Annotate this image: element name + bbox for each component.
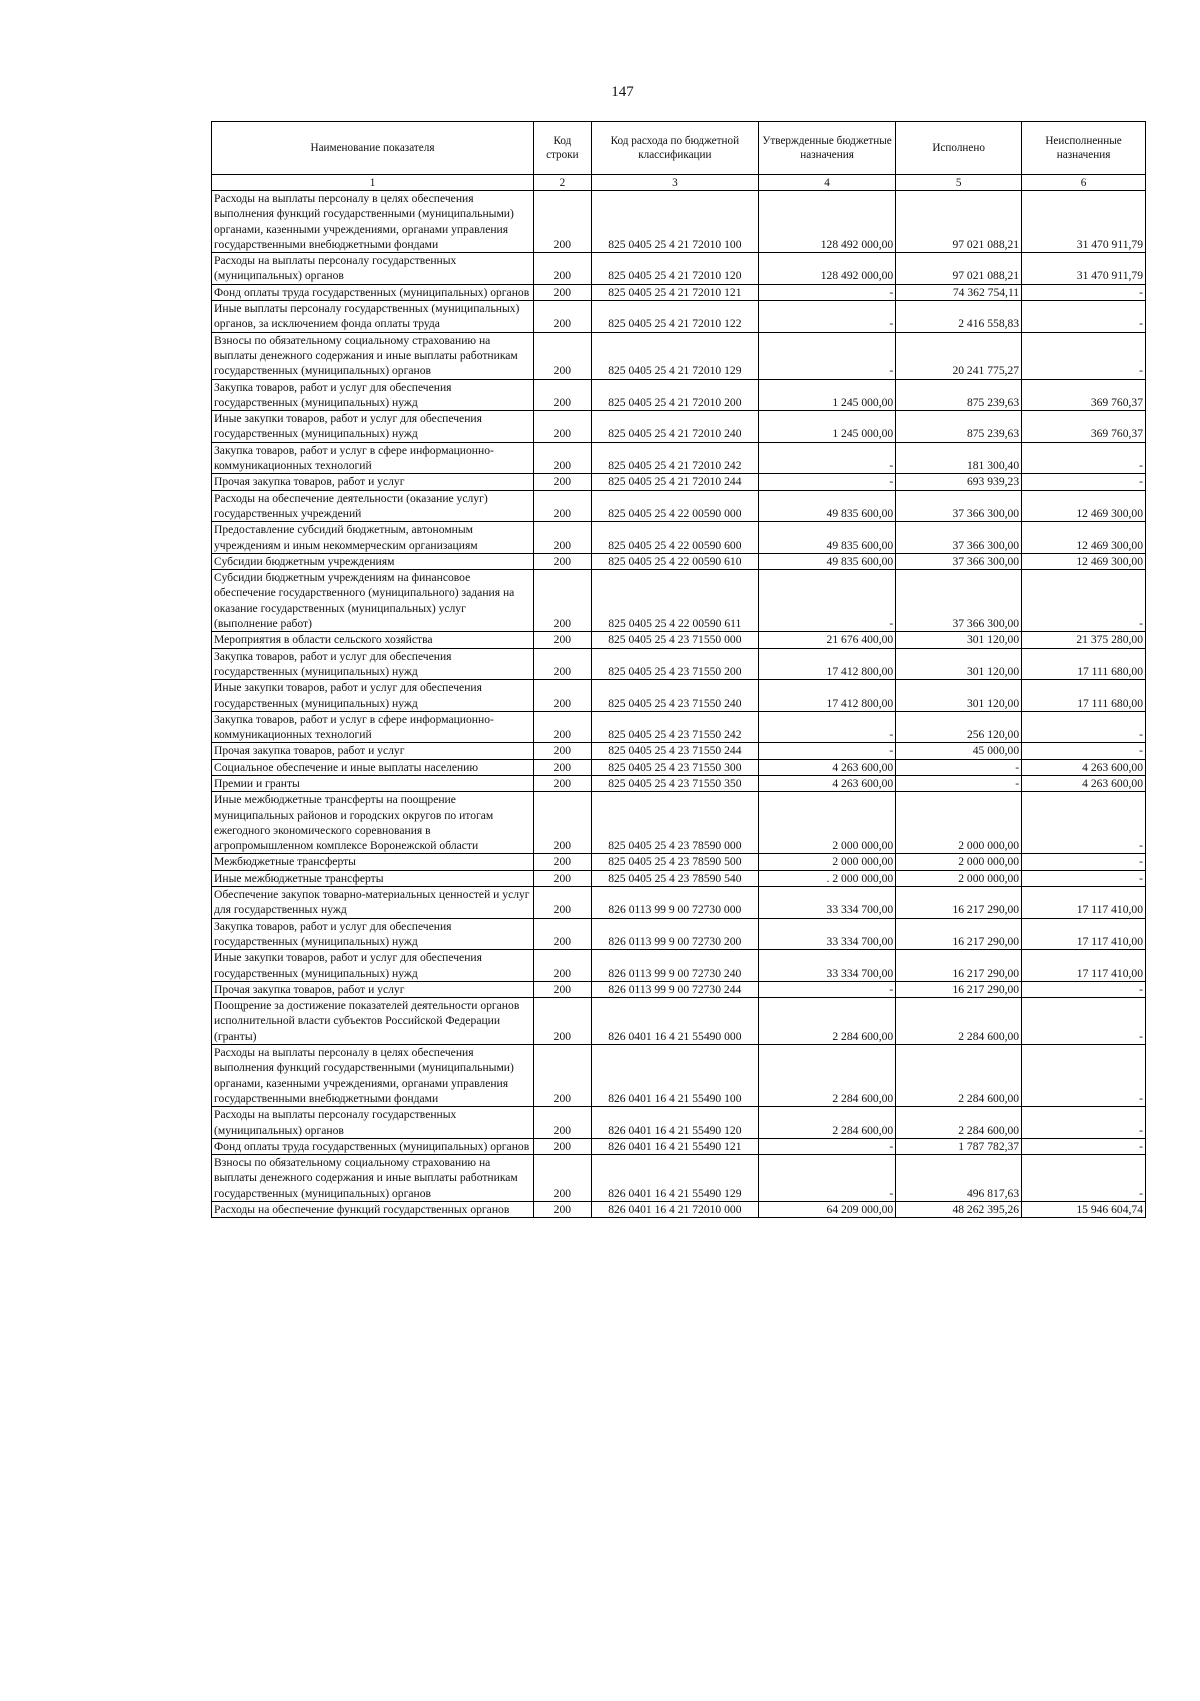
row-executed: 16 217 290,00: [896, 918, 1022, 950]
column-number: 4: [758, 175, 895, 191]
row-unexecuted: 12 469 300,00: [1022, 490, 1146, 522]
row-name: Иные закупки товаров, работ и услуг для обеспечения государственных (муниципальных) нужд: [212, 950, 534, 982]
row-name: Расходы на обеспечение функций государственных органов: [212, 1202, 534, 1218]
table-row: [212, 332, 1146, 379]
row-code: 200: [533, 792, 591, 854]
table-row: [212, 191, 1146, 253]
row-executed: 2 284 600,00: [896, 1107, 1022, 1139]
row-classification: 825 0405 25 4 21 72010 200: [591, 379, 758, 411]
row-unexecuted: -: [1022, 981, 1146, 997]
row-code: 200: [533, 474, 591, 490]
row-approved: 33 334 700,00: [758, 950, 895, 982]
row-unexecuted: -: [1022, 792, 1146, 854]
row-code: 200: [533, 332, 591, 379]
row-executed: 875 239,63: [896, 411, 1022, 443]
row-executed: 1 787 782,37: [896, 1138, 1022, 1154]
row-name: Фонд оплаты труда государственных (муниципальных) органов: [212, 284, 534, 300]
row-name: Закупка товаров, работ и услуг для обеспечения государственных (муниципальных) нужд: [212, 379, 534, 411]
row-executed: 301 120,00: [896, 648, 1022, 680]
column-header: Код расхода по бюджетной классификации: [591, 122, 758, 175]
row-classification: 825 0405 25 4 23 71550 244: [591, 743, 758, 759]
row-code: 200: [533, 775, 591, 791]
row-code: 200: [533, 759, 591, 775]
row-name: Прочая закупка товаров, работ и услуг: [212, 981, 534, 997]
row-unexecuted: -: [1022, 570, 1146, 632]
row-approved: -: [758, 743, 895, 759]
table-row: [212, 570, 1146, 632]
row-executed: 97 021 088,21: [896, 191, 1022, 253]
row-approved: 33 334 700,00: [758, 918, 895, 950]
row-unexecuted: -: [1022, 442, 1146, 474]
row-name: Субсидии бюджетным учреждениям: [212, 553, 534, 569]
row-code: 200: [533, 743, 591, 759]
row-name: Взносы по обязательному социальному страхованию на выплаты денежного содержания и иные выплаты работникам государственных (муниципальных) органов: [212, 1155, 534, 1202]
column-number: 3: [591, 175, 758, 191]
row-name: Прочая закупка товаров, работ и услуг: [212, 474, 534, 490]
row-code: 200: [533, 680, 591, 712]
row-approved: 49 835 600,00: [758, 522, 895, 554]
row-name: Взносы по обязательному социальному страхованию на выплаты денежного содержания и иные выплаты работникам государственных (муниципальных) органов: [212, 332, 534, 379]
table-row: [212, 1155, 1146, 1202]
row-executed: 20 241 775,27: [896, 332, 1022, 379]
row-approved: 49 835 600,00: [758, 490, 895, 522]
row-name: Обеспечение закупок товарно-материальных ценностей и услуг для государственных нужд: [212, 887, 534, 919]
row-approved: 64 209 000,00: [758, 1202, 895, 1218]
column-number: 1: [212, 175, 534, 191]
row-executed: 2 000 000,00: [896, 870, 1022, 886]
row-code: 200: [533, 379, 591, 411]
row-classification: 825 0405 25 4 21 72010 100: [591, 191, 758, 253]
table-row: [212, 870, 1146, 886]
row-approved: 33 334 700,00: [758, 887, 895, 919]
row-classification: 825 0405 25 4 23 71550 242: [591, 711, 758, 743]
page-number: 147: [611, 84, 634, 100]
row-classification: 825 0405 25 4 23 78590 540: [591, 870, 758, 886]
row-name: Иные выплаты персоналу государственных (муниципальных) органов, за исключением фонда оплаты труда: [212, 301, 534, 333]
row-code: 200: [533, 1138, 591, 1154]
row-classification: 825 0405 25 4 23 78590 500: [591, 854, 758, 870]
table-row: [212, 522, 1146, 554]
table-row: [212, 253, 1146, 285]
row-executed: 37 366 300,00: [896, 490, 1022, 522]
row-approved: -: [758, 332, 895, 379]
row-classification: 825 0405 25 4 21 72010 129: [591, 332, 758, 379]
row-unexecuted: 369 760,37: [1022, 379, 1146, 411]
row-executed: 37 366 300,00: [896, 553, 1022, 569]
table-row: [212, 854, 1146, 870]
column-header: Код строки: [533, 122, 591, 175]
table-row: [212, 950, 1146, 982]
row-name: Закупка товаров, работ и услуг в сфере информационно-коммуникационных технологий: [212, 442, 534, 474]
row-executed: 256 120,00: [896, 711, 1022, 743]
row-code: 200: [533, 632, 591, 648]
row-unexecuted: -: [1022, 1107, 1146, 1139]
row-executed: -: [896, 775, 1022, 791]
column-number: 6: [1022, 175, 1146, 191]
row-code: 200: [533, 1202, 591, 1218]
row-unexecuted: 15 946 604,74: [1022, 1202, 1146, 1218]
row-code: 200: [533, 191, 591, 253]
row-approved: 2 284 600,00: [758, 1045, 895, 1107]
column-number: 2: [533, 175, 591, 191]
row-classification: 825 0405 25 4 22 00590 000: [591, 490, 758, 522]
table-row: [212, 553, 1146, 569]
row-unexecuted: 17 117 410,00: [1022, 887, 1146, 919]
table-row: [212, 1202, 1146, 1218]
row-unexecuted: -: [1022, 1155, 1146, 1202]
row-unexecuted: -: [1022, 1138, 1146, 1154]
row-classification: 826 0401 16 4 21 55490 120: [591, 1107, 758, 1139]
row-approved: 21 676 400,00: [758, 632, 895, 648]
row-approved: -: [758, 301, 895, 333]
table-row: [212, 1107, 1146, 1139]
row-classification: 825 0405 25 4 23 71550 000: [591, 632, 758, 648]
row-code: 200: [533, 442, 591, 474]
row-approved: -: [758, 981, 895, 997]
row-unexecuted: 4 263 600,00: [1022, 775, 1146, 791]
table-row: [212, 759, 1146, 775]
row-name: Премии и гранты: [212, 775, 534, 791]
row-name: Расходы на выплаты персоналу государственных (муниципальных) органов: [212, 253, 534, 285]
row-classification: 825 0405 25 4 22 00590 611: [591, 570, 758, 632]
row-classification: 826 0401 16 4 21 72010 000: [591, 1202, 758, 1218]
row-name: Межбюджетные трансферты: [212, 854, 534, 870]
row-unexecuted: -: [1022, 301, 1146, 333]
row-executed: 301 120,00: [896, 680, 1022, 712]
column-header: Неисполненные назначения: [1022, 122, 1146, 175]
row-approved: 17 412 800,00: [758, 680, 895, 712]
row-classification: 826 0401 16 4 21 55490 000: [591, 998, 758, 1045]
row-code: 200: [533, 570, 591, 632]
row-name: Предоставление субсидий бюджетным, автономным учреждениям и иным некоммерческим организациям: [212, 522, 534, 554]
row-classification: 826 0113 99 9 00 72730 240: [591, 950, 758, 982]
row-code: 200: [533, 950, 591, 982]
row-name: Мероприятия в области сельского хозяйства: [212, 632, 534, 648]
table-row: [212, 711, 1146, 743]
table-row: [212, 490, 1146, 522]
row-executed: 45 000,00: [896, 743, 1022, 759]
row-unexecuted: -: [1022, 284, 1146, 300]
row-executed: 37 366 300,00: [896, 570, 1022, 632]
row-classification: 826 0401 16 4 21 55490 121: [591, 1138, 758, 1154]
row-executed: 2 416 558,83: [896, 301, 1022, 333]
row-code: 200: [533, 490, 591, 522]
row-approved: -: [758, 1138, 895, 1154]
row-classification: 826 0113 99 9 00 72730 244: [591, 981, 758, 997]
row-code: 200: [533, 870, 591, 886]
row-classification: 825 0405 25 4 21 72010 120: [591, 253, 758, 285]
row-code: 200: [533, 711, 591, 743]
row-code: 200: [533, 981, 591, 997]
table-row: [212, 379, 1146, 411]
table-row: [212, 1138, 1146, 1154]
row-unexecuted: 12 469 300,00: [1022, 553, 1146, 569]
row-unexecuted: -: [1022, 332, 1146, 379]
row-classification: 825 0405 25 4 23 71550 240: [591, 680, 758, 712]
table-row: [212, 998, 1146, 1045]
row-unexecuted: 31 470 911,79: [1022, 191, 1146, 253]
row-code: 200: [533, 411, 591, 443]
row-name: Иные межбюджетные трансферты: [212, 870, 534, 886]
row-executed: 48 262 395,26: [896, 1202, 1022, 1218]
row-approved: 4 263 600,00: [758, 759, 895, 775]
row-executed: 16 217 290,00: [896, 950, 1022, 982]
row-unexecuted: 4 263 600,00: [1022, 759, 1146, 775]
row-unexecuted: -: [1022, 998, 1146, 1045]
row-executed: 16 217 290,00: [896, 887, 1022, 919]
row-code: 200: [533, 854, 591, 870]
column-header: Исполнено: [896, 122, 1022, 175]
row-name: Расходы на выплаты персоналу в целях обеспечения выполнения функций государственными (муниципальными) органами, казенными учреждениями, органами управления государственными внебюджетными фондами: [212, 1045, 534, 1107]
row-approved: 2 284 600,00: [758, 998, 895, 1045]
table-row: [212, 792, 1146, 854]
row-name: Поощрение за достижение показателей деятельности органов исполнительной власти субъектов Российской Федерации (гранты): [212, 998, 534, 1045]
column-number-row: [212, 175, 1146, 191]
row-executed: 875 239,63: [896, 379, 1022, 411]
row-classification: 826 0401 16 4 21 55490 129: [591, 1155, 758, 1202]
row-code: 200: [533, 284, 591, 300]
row-unexecuted: 31 470 911,79: [1022, 253, 1146, 285]
row-approved: 17 412 800,00: [758, 648, 895, 680]
row-executed: 496 817,63: [896, 1155, 1022, 1202]
row-name: Субсидии бюджетным учреждениям на финансовое обеспечение государственного (муниципального) задания на оказание государственных (муниципальных) услуг (выполнение работ): [212, 570, 534, 632]
row-approved: 1 245 000,00: [758, 411, 895, 443]
row-name: Закупка товаров, работ и услуг в сфере информационно-коммуникационных технологий: [212, 711, 534, 743]
row-name: Закупка товаров, работ и услуг для обеспечения государственных (муниципальных) нужд: [212, 648, 534, 680]
row-executed: 2 000 000,00: [896, 854, 1022, 870]
row-unexecuted: -: [1022, 711, 1146, 743]
row-code: 200: [533, 522, 591, 554]
row-code: 200: [533, 998, 591, 1045]
row-unexecuted: -: [1022, 743, 1146, 759]
row-unexecuted: -: [1022, 870, 1146, 886]
row-code: 200: [533, 1155, 591, 1202]
row-name: Закупка товаров, работ и услуг для обеспечения государственных (муниципальных) нужд: [212, 918, 534, 950]
row-unexecuted: 369 760,37: [1022, 411, 1146, 443]
row-classification: 825 0405 25 4 21 72010 240: [591, 411, 758, 443]
row-approved: 49 835 600,00: [758, 553, 895, 569]
budget-execution-table: [211, 121, 1146, 1218]
row-executed: 2 284 600,00: [896, 998, 1022, 1045]
row-classification: 825 0405 25 4 23 71550 350: [591, 775, 758, 791]
row-name: Расходы на выплаты персоналу в целях обеспечения выполнения функций государственными (муниципальными) органами, казенными учреждениями, органами управления государственными внебюджетными фондами: [212, 191, 534, 253]
row-classification: 825 0405 25 4 21 72010 122: [591, 301, 758, 333]
table-row: [212, 775, 1146, 791]
row-approved: 128 492 000,00: [758, 191, 895, 253]
table-row: [212, 743, 1146, 759]
row-approved: 2 000 000,00: [758, 792, 895, 854]
column-header: Утвержденные бюджетные назначения: [758, 122, 895, 175]
row-approved: -: [758, 442, 895, 474]
row-classification: 825 0405 25 4 23 71550 200: [591, 648, 758, 680]
table-row: [212, 632, 1146, 648]
row-code: 200: [533, 887, 591, 919]
row-approved: 4 263 600,00: [758, 775, 895, 791]
table-row: [212, 918, 1146, 950]
row-unexecuted: 17 117 410,00: [1022, 918, 1146, 950]
row-approved: -: [758, 711, 895, 743]
row-name: Социальное обеспечение и иные выплаты населению: [212, 759, 534, 775]
row-classification: 825 0405 25 4 21 72010 244: [591, 474, 758, 490]
row-approved: 2 284 600,00: [758, 1107, 895, 1139]
row-unexecuted: 12 469 300,00: [1022, 522, 1146, 554]
table-row: [212, 301, 1146, 333]
table-row: [212, 474, 1146, 490]
row-executed: 16 217 290,00: [896, 981, 1022, 997]
table-row: [212, 981, 1146, 997]
row-code: 200: [533, 301, 591, 333]
row-name: Расходы на выплаты персоналу государственных (муниципальных) органов: [212, 1107, 534, 1139]
row-approved: -: [758, 1155, 895, 1202]
row-classification: 826 0113 99 9 00 72730 200: [591, 918, 758, 950]
row-unexecuted: 21 375 280,00: [1022, 632, 1146, 648]
row-unexecuted: -: [1022, 854, 1146, 870]
row-code: 200: [533, 253, 591, 285]
row-classification: 825 0405 25 4 23 71550 300: [591, 759, 758, 775]
table-row: [212, 284, 1146, 300]
table-header-row: [212, 122, 1146, 175]
row-executed: 37 366 300,00: [896, 522, 1022, 554]
row-approved: -: [758, 570, 895, 632]
row-executed: 74 362 754,11: [896, 284, 1022, 300]
row-executed: -: [896, 759, 1022, 775]
row-name: Расходы на обеспечение деятельности (оказание услуг) государственных учреждений: [212, 490, 534, 522]
row-executed: 181 300,40: [896, 442, 1022, 474]
row-code: 200: [533, 648, 591, 680]
table-row: [212, 442, 1146, 474]
row-unexecuted: 17 111 680,00: [1022, 680, 1146, 712]
row-classification: 825 0405 25 4 23 78590 000: [591, 792, 758, 854]
table-row: [212, 680, 1146, 712]
table-row: [212, 887, 1146, 919]
table-row: [212, 648, 1146, 680]
row-unexecuted: -: [1022, 474, 1146, 490]
row-approved: . 2 000 000,00: [758, 870, 895, 886]
row-approved: 1 245 000,00: [758, 379, 895, 411]
row-classification: 826 0401 16 4 21 55490 100: [591, 1045, 758, 1107]
row-executed: 2 000 000,00: [896, 792, 1022, 854]
row-executed: 2 284 600,00: [896, 1045, 1022, 1107]
row-name: Иные закупки товаров, работ и услуг для обеспечения государственных (муниципальных) нужд: [212, 411, 534, 443]
row-name: Иные закупки товаров, работ и услуг для обеспечения государственных (муниципальных) нужд: [212, 680, 534, 712]
row-name: Иные межбюджетные трансферты на поощрение муниципальных районов и городских округов по итогам ежегодного экономического соревнования в агропромышленном комплексе Воронежской области: [212, 792, 534, 854]
row-classification: 825 0405 25 4 22 00590 600: [591, 522, 758, 554]
row-approved: -: [758, 284, 895, 300]
row-classification: 825 0405 25 4 21 72010 121: [591, 284, 758, 300]
row-classification: 825 0405 25 4 21 72010 242: [591, 442, 758, 474]
row-code: 200: [533, 1107, 591, 1139]
row-unexecuted: 17 111 680,00: [1022, 648, 1146, 680]
row-name: Прочая закупка товаров, работ и услуг: [212, 743, 534, 759]
row-unexecuted: 17 117 410,00: [1022, 950, 1146, 982]
row-code: 200: [533, 1045, 591, 1107]
row-executed: 693 939,23: [896, 474, 1022, 490]
row-unexecuted: -: [1022, 1045, 1146, 1107]
row-approved: -: [758, 474, 895, 490]
row-code: 200: [533, 553, 591, 569]
row-code: 200: [533, 918, 591, 950]
row-approved: 128 492 000,00: [758, 253, 895, 285]
column-header: Наименование показателя: [212, 122, 534, 175]
row-classification: 825 0405 25 4 22 00590 610: [591, 553, 758, 569]
column-number: 5: [896, 175, 1022, 191]
row-executed: 301 120,00: [896, 632, 1022, 648]
row-executed: 97 021 088,21: [896, 253, 1022, 285]
row-name: Фонд оплаты труда государственных (муниципальных) органов: [212, 1138, 534, 1154]
table-row: [212, 411, 1146, 443]
row-approved: 2 000 000,00: [758, 854, 895, 870]
table-row: [212, 1045, 1146, 1107]
row-classification: 826 0113 99 9 00 72730 000: [591, 887, 758, 919]
